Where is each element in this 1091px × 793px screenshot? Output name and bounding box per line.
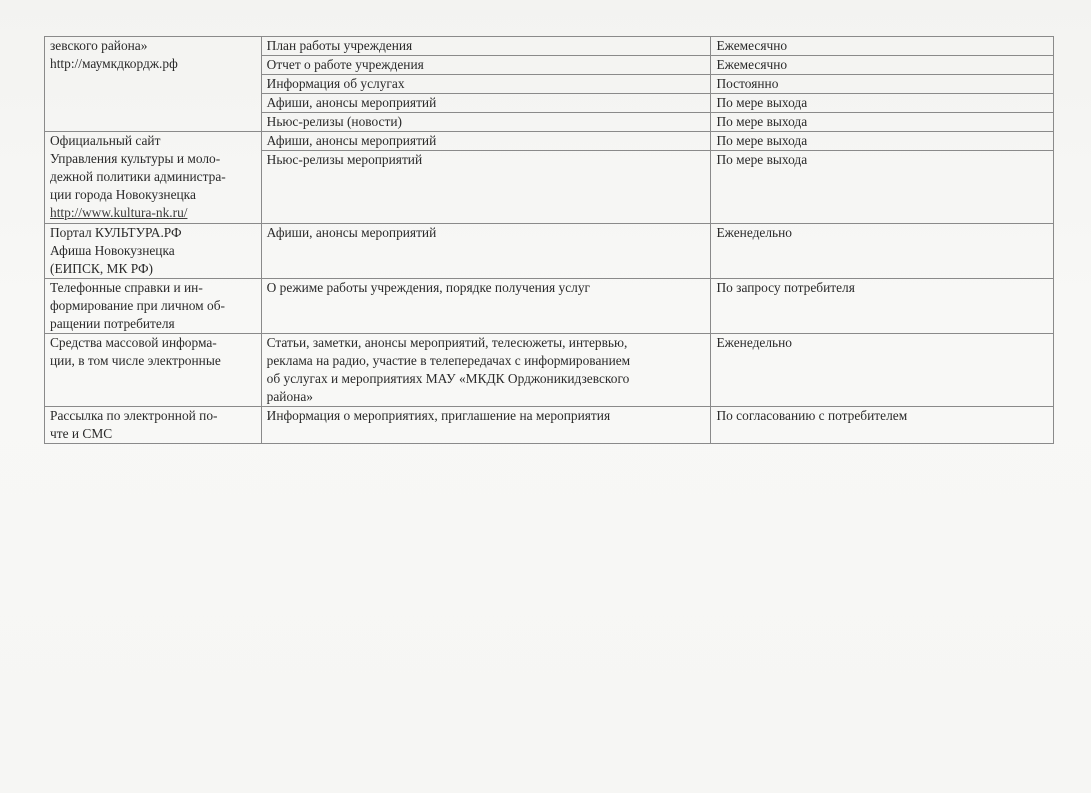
information-channels-table xyxy=(44,36,1054,444)
content-cell xyxy=(261,334,711,407)
content-line: реклама на радио, участие в телепередачах с информированием xyxy=(266,353,631,368)
source-line: Официальный сайт xyxy=(50,133,161,148)
source-line: ращении потребителя xyxy=(50,316,175,331)
source-cell xyxy=(45,407,262,444)
period-cell: По мере выхода xyxy=(711,151,1054,224)
source-line: Портал КУЛЬТУРА.РФ xyxy=(50,225,182,240)
period-cell: По мере выхода xyxy=(711,94,1054,113)
content-cell: Информация об услугах xyxy=(261,75,711,94)
table-row xyxy=(45,407,1054,444)
source-line: ции, в том числе электронные xyxy=(50,353,221,368)
source-line: Средства массовой информа- xyxy=(50,335,217,350)
content-line: об услугах и мероприятиях МАУ «МКДК Орджоникидзевского xyxy=(266,371,630,386)
source-link[interactable]: http://www.kultura-nk.ru/ xyxy=(50,205,188,220)
period-cell: По мере выхода xyxy=(711,132,1054,151)
content-cell: Ньюс-релизы мероприятий xyxy=(261,151,711,224)
source-line: дежной политики администра- xyxy=(50,169,226,184)
table-row xyxy=(45,224,1054,279)
source-line: Афиша Новокузнецка xyxy=(50,243,175,258)
source-line: Рассылка по электронной по- xyxy=(50,408,218,423)
period-cell: По мере выхода xyxy=(711,113,1054,132)
source-line: Управления культуры и моло- xyxy=(50,151,221,166)
source-link[interactable]: http://маумкдкордж.рф xyxy=(50,56,178,71)
period-cell: Еженедельно xyxy=(711,334,1054,407)
content-line: района» xyxy=(266,389,313,404)
source-line: ции города Новокузнецка xyxy=(50,187,196,202)
source-cell xyxy=(45,279,262,334)
source-line: Телефонные справки и ин- xyxy=(50,280,203,295)
source-cell xyxy=(45,224,262,279)
content-cell: Афиши, анонсы мероприятий xyxy=(261,224,711,279)
table-row xyxy=(45,37,1054,56)
period-cell: Еженедельно xyxy=(711,224,1054,279)
period-cell: По запросу потребителя xyxy=(711,279,1054,334)
period-cell: Ежемесячно xyxy=(711,56,1054,75)
source-cell xyxy=(45,37,262,132)
content-cell: О режиме работы учреждения, порядке получения услуг xyxy=(261,279,711,334)
source-line: формирование при личном об- xyxy=(50,298,225,313)
period-cell: Постоянно xyxy=(711,75,1054,94)
table-row xyxy=(45,334,1054,407)
content-cell: План работы учреждения xyxy=(261,37,711,56)
source-line: чте и СМС xyxy=(50,426,113,441)
source-cell xyxy=(45,132,262,224)
content-cell: Ньюс-релизы (новости) xyxy=(261,113,711,132)
source-line: зевского района» xyxy=(50,38,148,53)
table-row xyxy=(45,279,1054,334)
content-cell: Информация о мероприятиях, приглашение на мероприятия xyxy=(261,407,711,444)
content-cell: Отчет о работе учреждения xyxy=(261,56,711,75)
source-line: (ЕИПСК, МК РФ) xyxy=(50,261,153,276)
content-cell: Афиши, анонсы мероприятий xyxy=(261,94,711,113)
period-cell: Ежемесячно xyxy=(711,37,1054,56)
content-cell: Афиши, анонсы мероприятий xyxy=(261,132,711,151)
table-row xyxy=(45,132,1054,151)
source-cell xyxy=(45,334,262,407)
content-line: Статьи, заметки, анонсы мероприятий, телесюжеты, интервью, xyxy=(266,335,628,350)
period-cell: По согласованию с потребителем xyxy=(711,407,1054,444)
